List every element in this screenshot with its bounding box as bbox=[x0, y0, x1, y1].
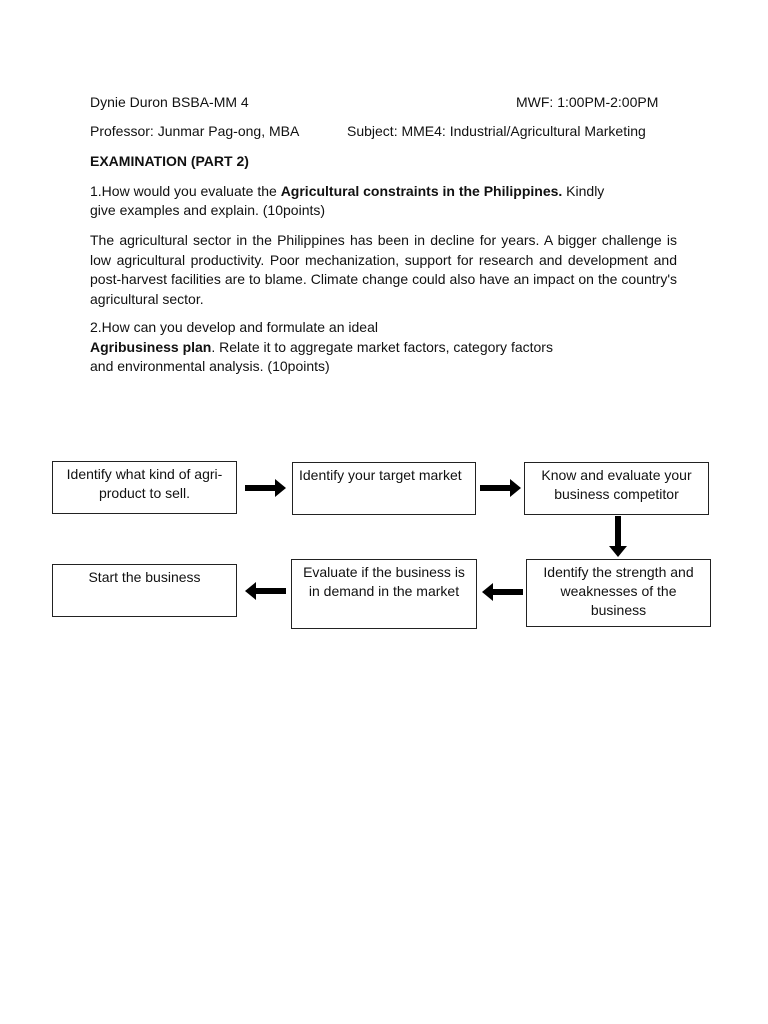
arrow-right-icon bbox=[480, 478, 522, 498]
flow-step-6: Start the business bbox=[52, 564, 237, 617]
question-2-line3: and environmental analysis. (10points) bbox=[90, 358, 330, 374]
arrow-left-icon bbox=[245, 581, 287, 601]
question-2-line1: 2.How can you develop and formulate an ideal bbox=[90, 319, 378, 335]
flow-step-1: Identify what kind of agri-product to sell. bbox=[52, 461, 237, 514]
flow-step-5: Evaluate if the business is in demand in the market bbox=[291, 559, 477, 629]
flow-step-4: Identify the strength and weaknesses of the business bbox=[526, 559, 711, 627]
flow-step-3: Know and evaluate your business competitor bbox=[524, 462, 709, 515]
question-1-suffix: Kindly bbox=[562, 183, 605, 199]
student-info: Dynie Duron BSBA-MM 4 bbox=[90, 94, 249, 110]
professor: Professor: Junmar Pag-ong, MBA bbox=[90, 123, 300, 139]
question-1 bbox=[90, 182, 604, 201]
question-1-prefix: 1.How would you evaluate the bbox=[90, 183, 281, 199]
question-2-topic: Agribusiness plan bbox=[90, 339, 212, 355]
arrow-down-icon bbox=[608, 516, 628, 558]
question-2-line2 bbox=[90, 338, 553, 357]
subject: Subject: MME4: Industrial/Agricultural Marketing bbox=[347, 123, 646, 139]
flow-step-2: Identify your target market bbox=[292, 462, 476, 515]
question-1-line2: give examples and explain. (10points) bbox=[90, 202, 326, 218]
question-1-topic: Agricultural constraints in the Philippines. bbox=[280, 183, 563, 199]
exam-title: EXAMINATION (PART 2) bbox=[90, 153, 249, 169]
schedule: MWF: 1:00PM-2:00PM bbox=[516, 94, 659, 110]
arrow-left-icon bbox=[482, 582, 524, 602]
answer-1: The agricultural sector in the Philippines has been in decline for years. A bigger challenge is low agricultural productivity. Poor mechanization, support for research and development and post-harvest facilities are to blame. Climate change could also have an impact on the country's agricultural sector. bbox=[90, 232, 677, 307]
arrow-right-icon bbox=[245, 478, 287, 498]
question-2-rest: . Relate it to aggregate market factors, category factors bbox=[211, 339, 553, 355]
